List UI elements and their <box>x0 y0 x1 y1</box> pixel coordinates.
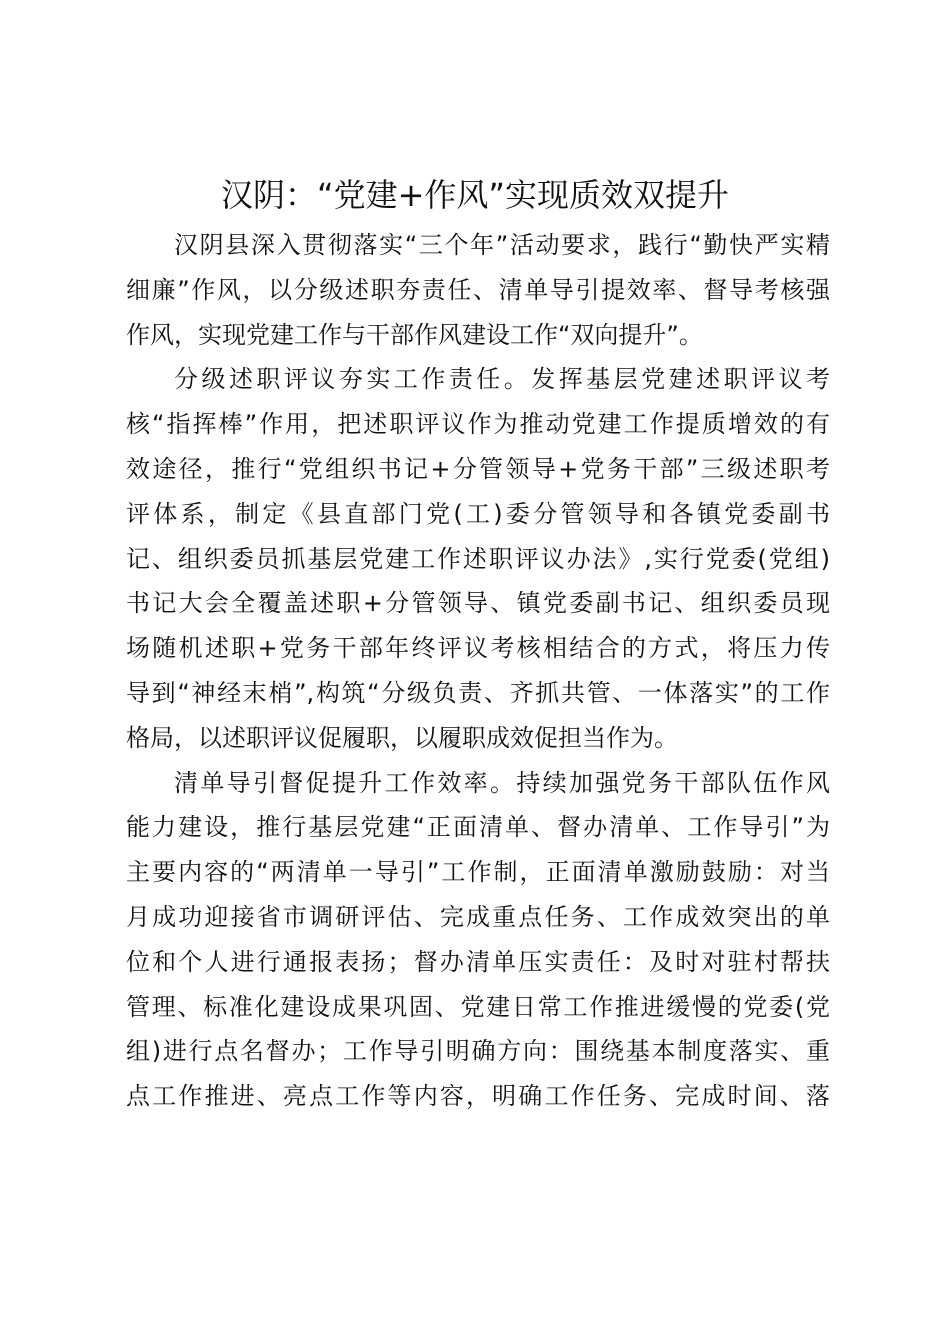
paragraph-line: 清单导引督促提升工作效率。持续加强党务干部队伍作风 <box>174 768 830 797</box>
paragraph-line: 月成功迎接省市调研评估、完成重点任务、工作成效突出的单 <box>126 902 830 931</box>
paragraph-line: 分级述职评议夯实工作责任。发挥基层党建述职评议考 <box>174 365 830 394</box>
paragraph-line: 汉阴县深入贯彻落实“三个年”活动要求，践行“勤快严实精 <box>174 231 830 259</box>
paragraph-line: 能力建设，推行基层党建“正面清单、督办清单、工作导引”为 <box>126 813 830 842</box>
paragraph-line: 细廉”作风，以分级述职夯责任、清单导引提效率、督导考核强 <box>126 275 830 304</box>
document-title: 汉阴：“党建+作风”实现质效双提升 <box>221 176 729 214</box>
paragraph-line: 作风，实现党建工作与干部作风建设工作“双向提升”。 <box>126 320 703 349</box>
paragraph-line: 效途径，推行“党组织书记+分管领导+党务干部”三级述职考 <box>126 454 830 483</box>
paragraph <box>126 761 830 1119</box>
paragraph-line: 评体系，制定《县直部门党(工)委分管领导和各镇党委副书 <box>126 499 830 528</box>
paragraph-line: 格局，以述职评议促履职，以履职成效促担当作为。 <box>126 723 678 752</box>
paragraph-line: 点工作推进、亮点工作等内容，明确工作任务、完成时间、落 <box>126 1082 830 1111</box>
paragraph-line: 管理、标准化建设成果巩固、党建日常工作推进缓慢的党委(党 <box>126 992 830 1021</box>
paragraph-line: 核“指挥棒”作用，把述职评议作为推动党建工作提质增效的有 <box>126 410 830 439</box>
paragraph <box>126 223 830 357</box>
paragraph <box>126 357 830 760</box>
document-body <box>126 223 830 1119</box>
paragraph-line: 导到“神经末梢”,构筑“分级负责、齐抓共管、一体落实”的工作 <box>126 678 830 707</box>
paragraph-line: 组)进行点名督办；工作导引明确方向：围绕基本制度落实、重 <box>126 1037 830 1066</box>
paragraph-line: 书记大会全覆盖述职+分管领导、镇党委副书记、组织委员现 <box>126 589 830 618</box>
paragraph-line: 记、组织委员抓基层党建工作述职评议办法》,实行党委(党组) <box>126 544 830 573</box>
paragraph-line: 主要内容的“两清单一导引”工作制，正面清单激励鼓励：对当 <box>126 858 830 887</box>
paragraph-line: 场随机述职+党务干部年终评议考核相结合的方式，将压力传 <box>126 634 830 663</box>
paragraph-line: 位和个人进行通报表扬；督办清单压实责任：及时对驻村帮扶 <box>126 947 830 976</box>
